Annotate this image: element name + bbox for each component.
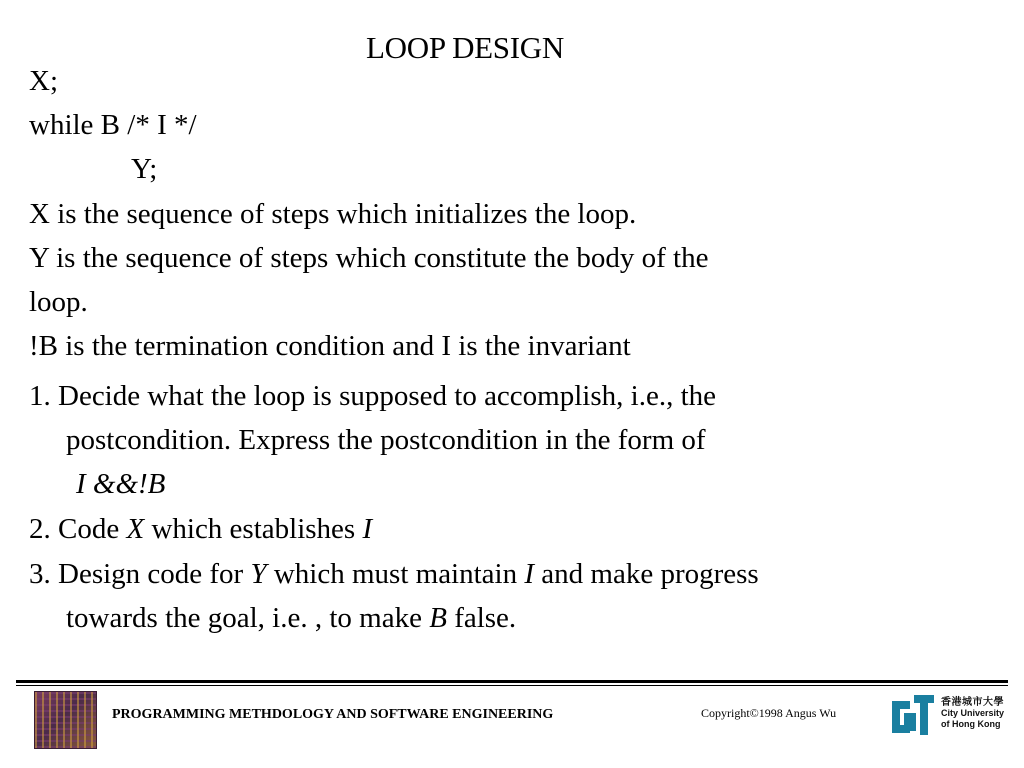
step-3-b: B bbox=[429, 602, 447, 634]
code-line-init: X; bbox=[29, 65, 58, 97]
step-2-pre: 2. Code bbox=[29, 513, 127, 545]
step-3-i: I bbox=[524, 558, 535, 590]
desc-x: X is the sequence of steps which initializes the loop. bbox=[29, 198, 637, 230]
university-name-en-2: of Hong Kong bbox=[941, 719, 1001, 729]
footer-divider bbox=[16, 680, 1008, 683]
postcondition-expr: I &&!B bbox=[76, 468, 166, 500]
step-3-mid: which must maintain bbox=[266, 558, 525, 590]
desc-b: !B is the termination condition and I is the invariant bbox=[29, 330, 631, 362]
logo-mark-right bbox=[914, 695, 934, 735]
university-name-cn: 香港城市大學 bbox=[941, 697, 1004, 708]
step-2-mid: which establishes bbox=[144, 513, 363, 545]
step-3-cont-pre: towards the goal, i.e. , to make bbox=[66, 602, 430, 634]
circuit-chip-image bbox=[34, 691, 97, 749]
step-2-i: I bbox=[362, 513, 373, 545]
code-line-body: Y; bbox=[131, 153, 158, 185]
step-3-post: and make progress bbox=[534, 558, 759, 590]
footer-divider-thin bbox=[16, 685, 1008, 686]
step-3-cont-post: false. bbox=[446, 602, 517, 634]
step-1-expr bbox=[76, 468, 165, 501]
university-name bbox=[941, 697, 1004, 730]
step-1: 1. Decide what the loop is supposed to accomplish, i.e., the bbox=[29, 380, 716, 412]
step-3-pre: 3. Design code for bbox=[29, 558, 251, 590]
step-2-x: X bbox=[126, 513, 145, 545]
copyright-notice: Copyright©1998 Angus Wu bbox=[701, 706, 837, 720]
step-2 bbox=[29, 513, 372, 546]
slide-title: LOOP DESIGN bbox=[366, 30, 564, 65]
desc-y-cont: loop. bbox=[29, 286, 88, 318]
university-name-en-1: City University bbox=[941, 708, 1005, 718]
university-logo-icon bbox=[888, 691, 938, 743]
step-3 bbox=[29, 558, 759, 591]
course-title: PROGRAMMING METHDOLOGY AND SOFTWARE ENGINEERING bbox=[112, 707, 554, 722]
logo-mark-center bbox=[904, 713, 916, 731]
step-1-cont: postcondition. Express the postcondition in the form of bbox=[66, 424, 706, 456]
desc-y: Y is the sequence of steps which constitute the body of the bbox=[29, 242, 709, 274]
code-line-while: while B /* I */ bbox=[29, 109, 197, 141]
step-3-cont bbox=[66, 602, 516, 635]
step-3-y: Y bbox=[250, 558, 267, 590]
